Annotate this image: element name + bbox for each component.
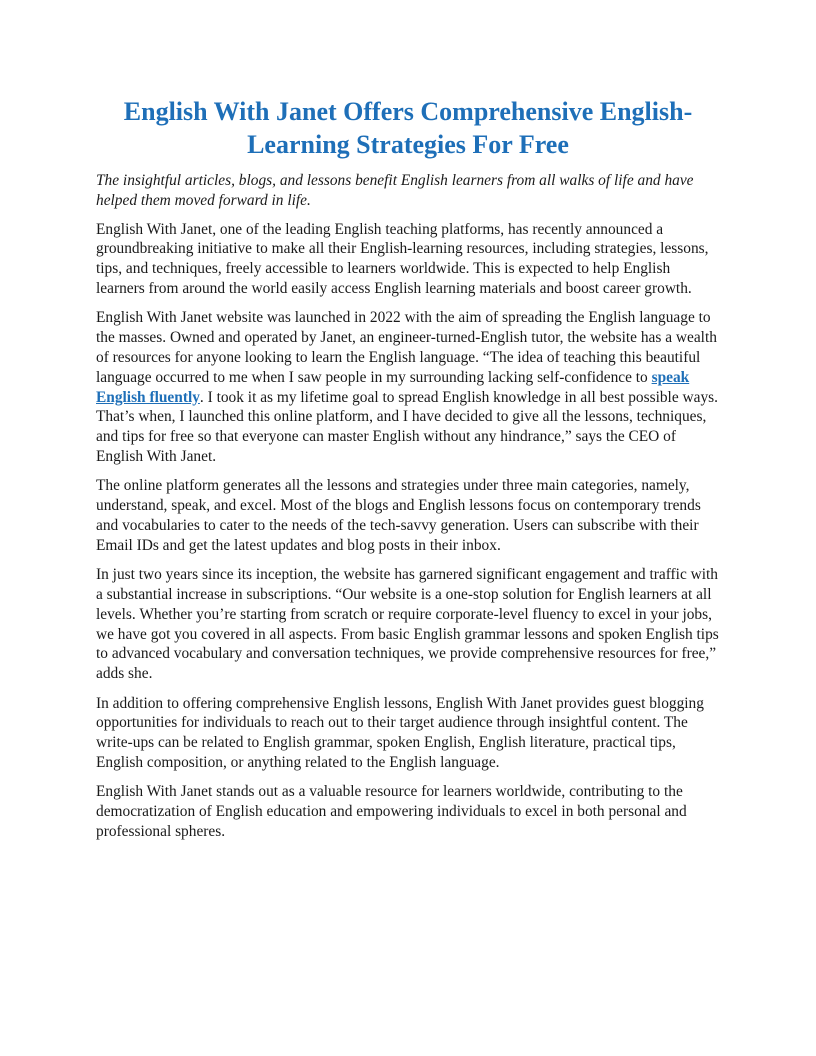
- article-title: English With Janet Offers Comprehensive English-Learning Strategies For Free: [123, 97, 693, 159]
- paragraph-5: In addition to offering comprehensive English lessons, English With Janet provides guest blogging opportunities for individuals to reach out to their target audience through insightful content. The write-ups can be related to English grammar, spoken English, English literature, practical tips, English composition, or anything related to the English language.: [96, 694, 704, 771]
- article-subtitle: The insightful articles, blogs, and lessons benefit English learners from all walks of life and have helped them moved forward in life.: [96, 172, 694, 209]
- paragraph-2: [96, 308, 720, 466]
- paragraph-3: The online platform generates all the lessons and strategies under three main categories, namely, understand, speak, and excel. Most of the blogs and English lessons focus on contemporary trends and vocabularies to cater to the needs of the tech-savvy generation. Users can subscribe with their Email IDs and get the latest updates and blog posts in their inbox.: [96, 477, 701, 554]
- paragraph-2-text-after-link: . I took it as my lifetime goal to spread English knowledge in all best possible ways. That’s when, I launched this online platform, and I have decided to give all the lessons, techniques, and tips for free so that everyone can master English without any hindrance,” says the CEO of English With Janet.: [96, 388, 718, 465]
- speak-english-fluently-link[interactable]: speak English fluently: [96, 368, 690, 406]
- paragraph-4: In just two years since its inception, the website has garnered significant engagement and traffic with a substantial increase in subscriptions. “Our website is a one-stop solution for English learners at all levels. Whether you’re starting from scratch or require corporate-level fluency to excel in your jobs, we have got you covered in all aspects. From basic English grammar lessons and spoken English tips to advanced vocabulary and conversation techniques, we provide comprehensive resources for free,” adds she.: [96, 566, 719, 683]
- paragraph-6: English With Janet stands out as a valuable resource for learners worldwide, contributing to the democratization of English education and empowering individuals to excel in both personal and professional spheres.: [96, 783, 687, 840]
- article: [96, 95, 720, 851]
- paragraph-2-text-before-link: English With Janet website was launched in 2022 with the aim of spreading the English language to the masses. Owned and operated by Janet, an engineer-turned-English tutor, the website has a wealth of resources for anyone looking to learn the English language. “The idea of teaching this beautiful language occurred to me when I saw people in my surrounding lacking self-confidence to: [96, 309, 717, 386]
- paragraph-1: English With Janet, one of the leading English teaching platforms, has recently announced a groundbreaking initiative to make all their English-learning resources, including strategies, lessons, tips, and techniques, freely accessible to learners worldwide. This is expected to help English learners from around the world easily access English learning materials and boost career growth.: [96, 220, 709, 297]
